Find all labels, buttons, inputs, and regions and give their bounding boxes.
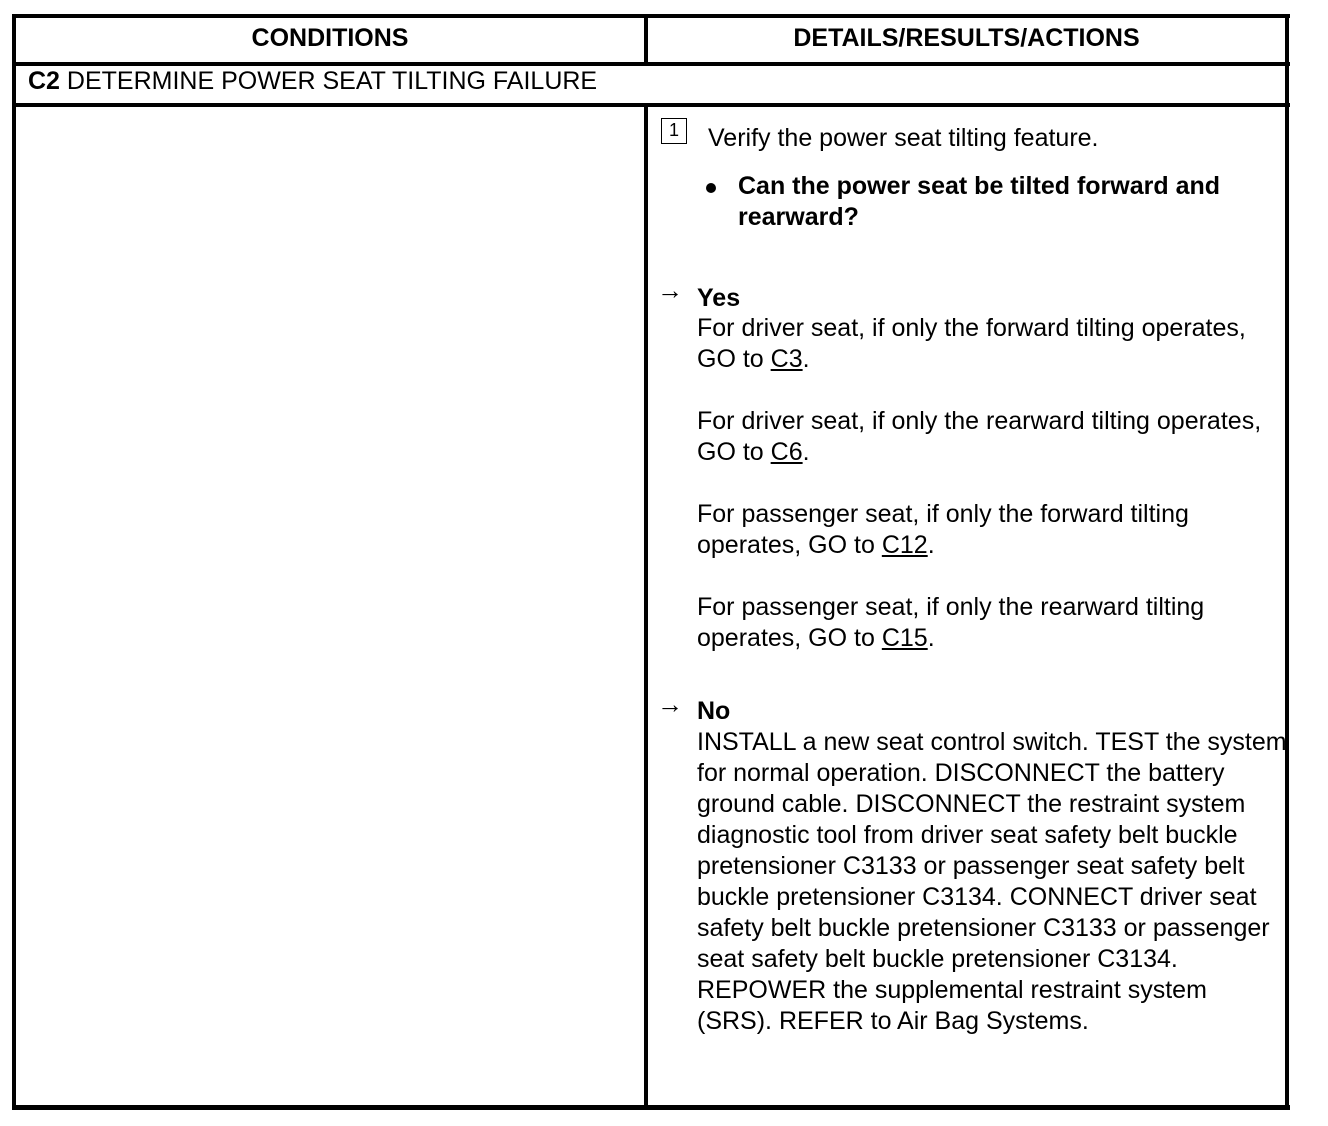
yes-item-end: . (927, 624, 935, 652)
go-to-c3-link[interactable]: C3 (770, 345, 803, 373)
table-top-border (12, 14, 1290, 18)
yes-item (697, 313, 1287, 375)
header-divider (12, 62, 1290, 66)
column-divider (644, 105, 648, 1107)
step-number-box: 1 (661, 118, 687, 144)
yes-arrow-icon: → (657, 275, 683, 305)
yes-item-end: . (802, 345, 810, 373)
no-action-text: INSTALL a new seat control switch. TEST the system for normal operation. DISCONNECT the battery ground cable. DISCONNECT the restraint system diagnostic tool from driver seat safety belt buckle pretensioner C3133 or passenger seat safety belt buckle pretensioner C3134. CONNECT driver seat safety belt buckle pretensioner C3133 or passenger seat safety belt buckle pretensioner C3134. REPOWER the supplemental restraint system (SRS). REFER to Air Bag Systems. (697, 728, 1287, 1035)
yes-item (697, 499, 1287, 561)
table-left-border (12, 14, 16, 1110)
go-to-c12-link[interactable]: C12 (881, 531, 928, 559)
go-to-c6-link[interactable]: C6 (770, 438, 803, 466)
go-to-c15-link[interactable]: C15 (881, 624, 928, 652)
table-bottom-border (12, 1105, 1290, 1110)
yes-label: Yes (697, 284, 741, 312)
yes-item-text: For driver seat, if only the forward tilting operates, GO to (697, 314, 1246, 373)
question-text: Can the power seat be tilted forward and rearward? (738, 172, 1221, 231)
yes-item-text: For passenger seat, if only the forward tilting operates, GO to (697, 500, 1189, 559)
title-divider (12, 103, 1290, 107)
conditions-header: CONDITIONS (251, 24, 409, 52)
yes-item-end: . (927, 531, 935, 559)
details-header: DETAILS/RESULTS/ACTIONS (793, 24, 1140, 52)
yes-item (697, 592, 1287, 654)
instruction-text: Verify the power seat tilting feature. (708, 124, 1099, 152)
yes-item-end: . (802, 438, 810, 466)
no-arrow-icon: → (657, 689, 683, 719)
bullet-icon (706, 183, 716, 193)
no-label: No (697, 697, 731, 725)
step-id: C2 (28, 67, 60, 95)
yes-item-text: For passenger seat, if only the rearward tilting operates, GO to (697, 593, 1205, 652)
yes-item (697, 406, 1287, 468)
step-title-text: DETERMINE POWER SEAT TILTING FAILURE (66, 67, 598, 95)
yes-item-text: For driver seat, if only the rearward tilting operates, GO to (697, 407, 1262, 466)
step-title (28, 67, 597, 96)
